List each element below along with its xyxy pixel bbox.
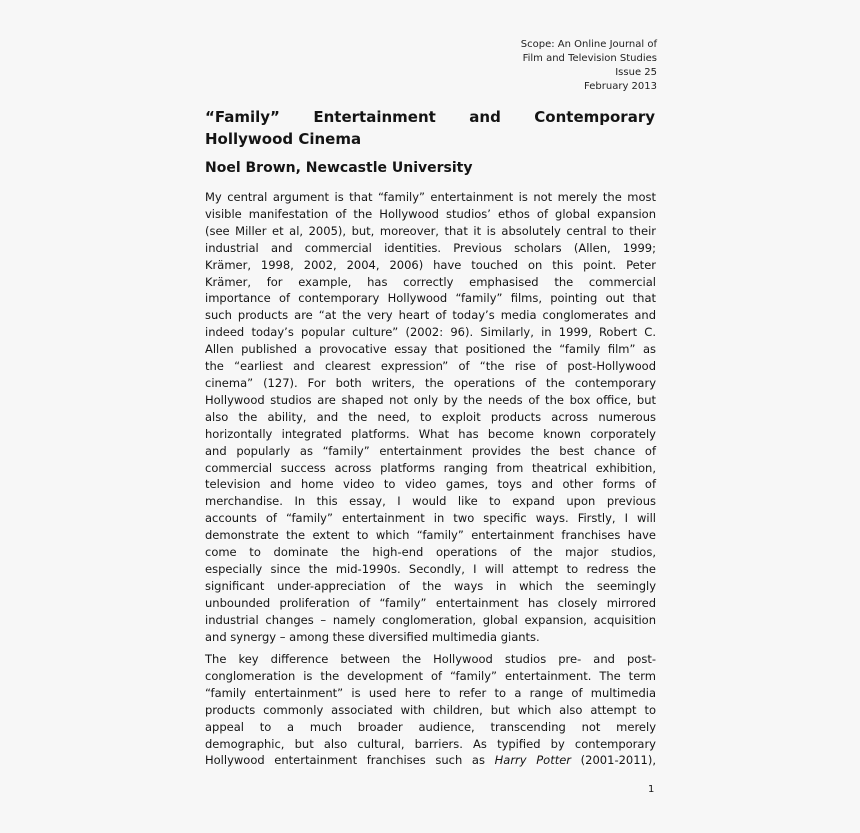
paragraph-2 xyxy=(205,651,656,769)
text-line: products commonly associated with children, but which also attempt to xyxy=(205,702,656,717)
issue-date: February 2013 xyxy=(584,81,657,92)
text-line: (see Miller et al, 2005), but, moreover, that it is absolutely central to their xyxy=(205,223,656,238)
text-line: also the ability, and the need, to exploit products across numerous xyxy=(205,409,656,424)
text-line: especially since the mid-1990s. Secondly, I will attempt to redress the xyxy=(205,561,656,576)
text-run: Hollywood entertainment franchises such as xyxy=(205,753,495,768)
title-line-2: Hollywood Cinema xyxy=(205,130,362,148)
text-line: visible manifestation of the Hollywood studios’ ethos of global expansion xyxy=(205,206,656,221)
paragraph-1 xyxy=(205,189,656,645)
text-line: come to dominate the high-end operations of the major studios, xyxy=(205,545,656,560)
page-number: 1 xyxy=(648,784,655,795)
journal-header xyxy=(521,38,657,94)
issue-number: Issue 25 xyxy=(615,67,657,78)
text-line: television and home video to video games, toys and other forms of xyxy=(205,477,656,492)
text-line: demonstrate the extent to which “family” entertainment franchises have xyxy=(205,528,656,543)
text-line: and popularly as “family” entertainment provides the best chance of xyxy=(205,443,656,458)
journal-name-line2: Film and Television Studies xyxy=(522,53,657,64)
article-title xyxy=(205,106,655,150)
journal-name-line1: Scope: An Online Journal of xyxy=(520,39,657,50)
text-line: “family entertainment” is used here to refer to a range of multimedia xyxy=(205,685,656,700)
text-line: unbounded proliferation of “family” entertainment has closely mirrored xyxy=(205,595,656,610)
text-line: industrial and commercial identities. Previous scholars (Allen, 1999; xyxy=(205,240,656,255)
title-word-4: Contemporary xyxy=(534,108,655,126)
film-title-italic: Harry Potter xyxy=(494,753,572,768)
title-word-3: and xyxy=(469,108,501,126)
text-line: horizontally integrated platforms. What has become known corporately xyxy=(205,426,656,441)
text-line: appeal to a much broader audience, transcending not merely xyxy=(205,719,656,734)
text-line: Hollywood studios are shaped not only by the needs of the box office, but xyxy=(205,392,656,407)
text-line xyxy=(205,752,656,769)
text-line: conglomeration is the development of “family” entertainment. The term xyxy=(205,668,656,683)
author-affiliation: Noel Brown, Newcastle University xyxy=(205,160,473,176)
text-line: merchandise. In this essay, I would like to expand upon previous xyxy=(205,494,656,509)
text-line: indeed today’s popular culture” (2002: 96). Similarly, in 1999, Robert C. xyxy=(205,325,656,340)
text-line: industrial changes – namely conglomeration, global expansion, acquisition xyxy=(205,612,656,627)
text-line: My central argument is that “family” entertainment is not merely the most xyxy=(205,190,656,204)
text-line: importance of contemporary Hollywood “family” films, pointing out that xyxy=(205,291,656,306)
text-run: (2001-2011), xyxy=(571,753,656,768)
text-line: demographic, but also cultural, barriers. As typified by contemporary xyxy=(205,736,656,751)
text-line: and synergy – among these diversified multimedia giants. xyxy=(205,629,540,644)
text-line: such products are “at the very heart of today’s media conglomerates and xyxy=(205,308,656,323)
text-line: The key difference between the Hollywood studios pre- and post- xyxy=(205,652,656,666)
title-word-2: Entertainment xyxy=(313,108,436,126)
text-line: Allen published a provocative essay that positioned the “family film” as xyxy=(205,342,656,357)
text-line: cinema” (127). For both writers, the operations of the contemporary xyxy=(205,375,656,390)
text-line: commercial success across platforms ranging from theatrical exhibition, xyxy=(205,460,656,475)
text-line: Krämer, 1998, 2002, 2004, 2006) have touched on this point. Peter xyxy=(205,257,656,272)
text-line: significant under-appreciation of the ways in which the seemingly xyxy=(205,578,656,593)
text-line: the “earliest and clearest expression” of “the rise of post-Hollywood xyxy=(205,359,656,374)
text-line: Krämer, for example, has correctly emphasised the commercial xyxy=(205,274,656,289)
title-word-1: “Family” xyxy=(205,108,280,126)
text-line: accounts of “family” entertainment in two specific ways. Firstly, I will xyxy=(205,511,656,526)
